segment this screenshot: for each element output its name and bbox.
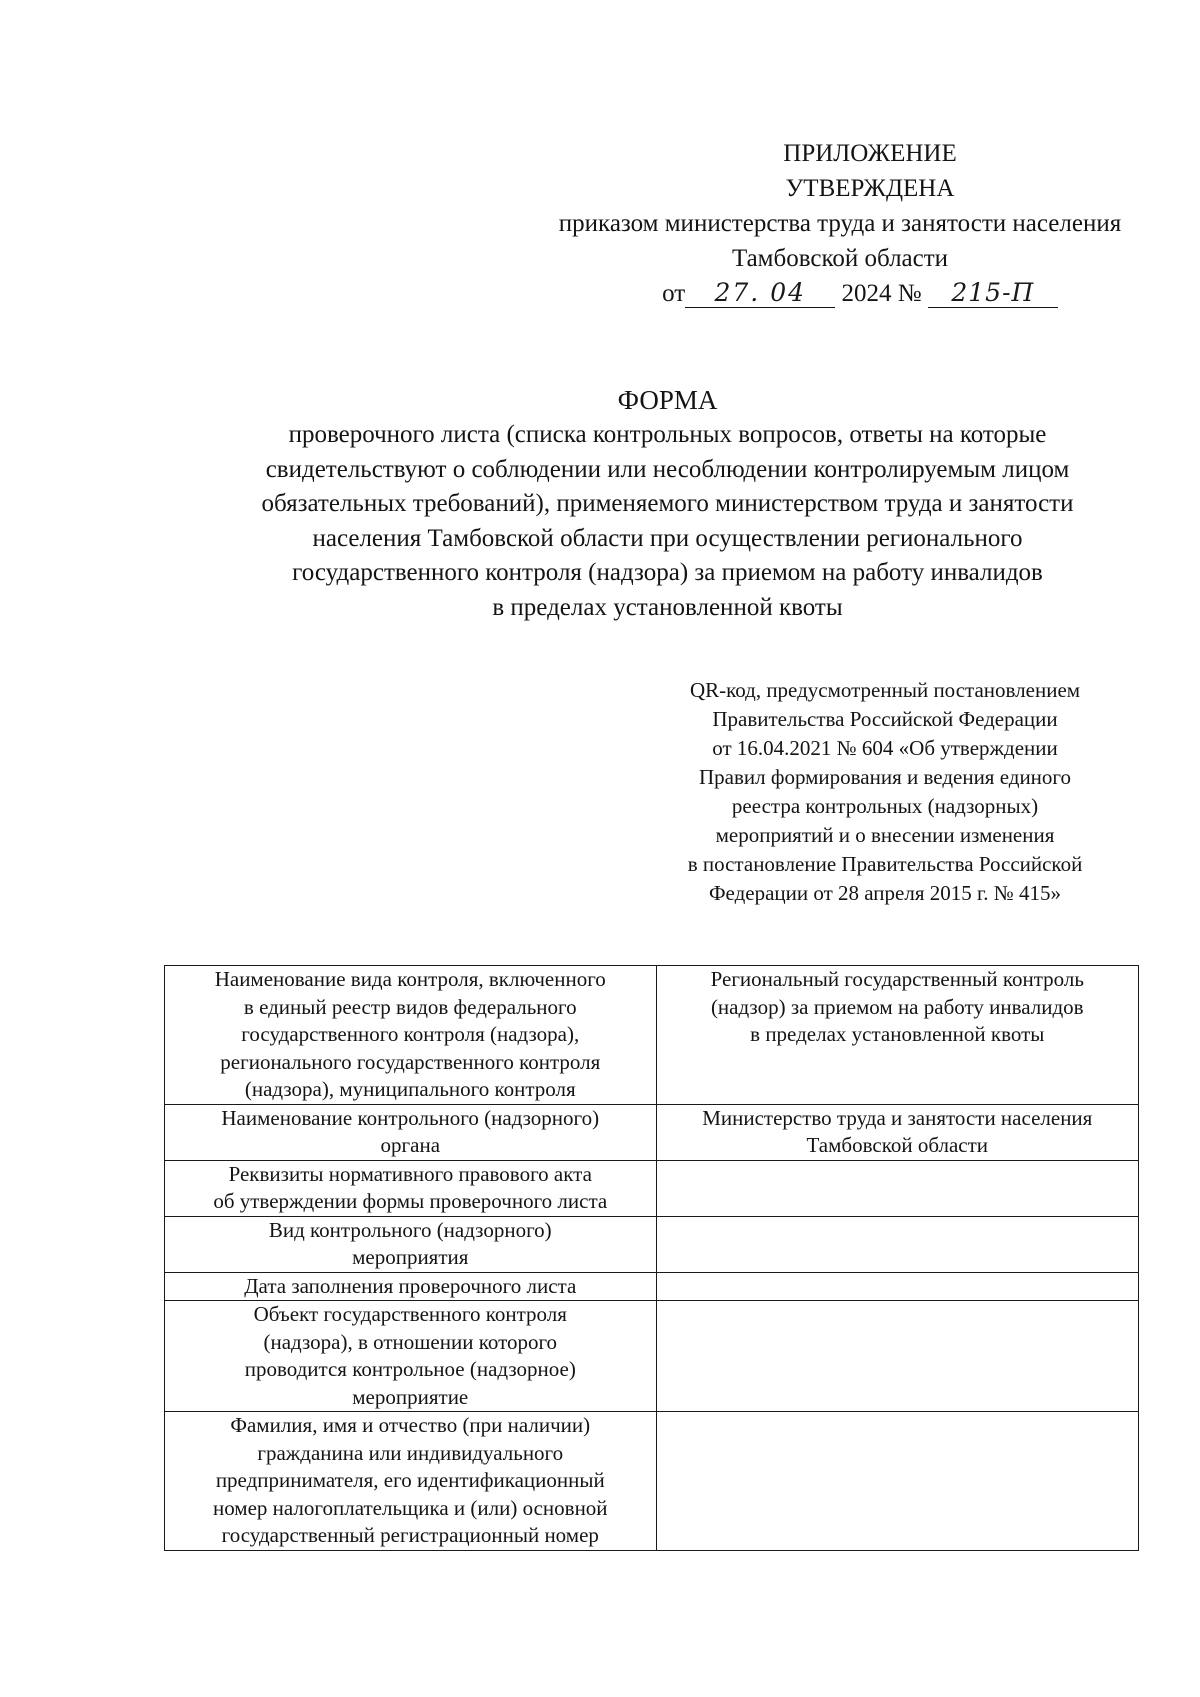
cell-line: в единый реестр видов федерального — [243, 994, 577, 1019]
cell-line: Министерство труда и занятости населения — [702, 1105, 1093, 1130]
checklist-info-table — [164, 965, 1139, 1551]
row-value-cell — [656, 1104, 1138, 1160]
cell-line: мероприятие — [352, 1384, 469, 1409]
qr-note-line: в постановление Правительства Российской — [687, 852, 1083, 876]
cell-line: (надзора), в отношении которого — [263, 1329, 558, 1354]
date-prefix: от — [662, 280, 686, 307]
cell-line: об утверждении формы проверочного листа — [213, 1189, 608, 1213]
cell-line: номер налогоплательщика и (или) основной — [212, 1495, 608, 1520]
table-row — [165, 1412, 1139, 1551]
table-row — [165, 1301, 1139, 1412]
row-label-cell — [165, 1160, 657, 1216]
cell-line: государственного контроля (надзора), — [241, 1022, 580, 1046]
approved-label: УТВЕРЖДЕНА — [785, 175, 955, 202]
row-label-cell — [165, 966, 657, 1105]
cell-line: в пределах установленной квоты — [750, 1022, 1045, 1046]
order-line-1: приказом министерства труда и занятости населения — [558, 210, 1122, 237]
cell-line: проводится контрольное (надзорное) — [244, 1357, 576, 1381]
row-value-cell — [656, 966, 1138, 1105]
qr-note-line: от 16.04.2021 № 604 «Об утверждении — [712, 736, 1058, 760]
row-label-cell — [165, 1412, 657, 1551]
cell-line: Реквизиты нормативного правового акта — [228, 1161, 592, 1186]
qr-note-line: Федерации от 28 апреля 2015 г. № 415» — [708, 881, 1062, 905]
table-row — [165, 1160, 1139, 1216]
row-value-cell-empty — [656, 1301, 1138, 1412]
cell-line: Тамбовской области — [806, 1133, 989, 1157]
cell-line: Дата заполнения проверочного листа — [244, 1273, 577, 1298]
qr-note-line: мероприятий и о внесении изменения — [715, 823, 1055, 847]
cell-line: мероприятия — [352, 1245, 469, 1269]
cell-line: предпринимателя, его идентификационный — [215, 1468, 605, 1492]
order-year: 2024 — [841, 280, 892, 307]
order-date-line — [500, 276, 1180, 311]
row-value-cell-empty — [656, 1412, 1138, 1551]
form-description — [130, 418, 1200, 625]
row-label-cell — [165, 1272, 657, 1301]
cell-line: органа — [380, 1133, 441, 1157]
cell-line: Объект государственного контроля — [253, 1302, 567, 1326]
table-row — [165, 1216, 1139, 1272]
number-sign: № — [897, 280, 922, 307]
row-label-cell — [165, 1301, 657, 1412]
description-line: населения Тамбовской области при осуществлении регионального — [312, 524, 1023, 552]
description-line: государственного контроля (надзора) за приемом на работу инвалидов — [292, 559, 1043, 586]
qr-note-line: QR-код, предусмотренный постановлением — [689, 678, 1081, 702]
description-line: свидетельствуют о соблюдении или несоблюдении контролируемым лицом — [265, 455, 1070, 483]
table-row — [165, 1272, 1139, 1301]
table-row — [165, 966, 1139, 1105]
description-line: обязательных требований), применяемого министерством труда и занятости — [261, 490, 1074, 517]
order-line-2: Тамбовской области — [731, 245, 949, 272]
row-label-cell — [165, 1104, 657, 1160]
row-value-cell-empty — [656, 1216, 1138, 1272]
cell-line: (надзора), муниципального контроля — [244, 1077, 576, 1101]
cell-line: (надзор) за приемом на работу инвалидов — [710, 994, 1084, 1019]
qr-code-note — [655, 676, 1115, 908]
approval-block — [500, 136, 1180, 311]
appendix-label: ПРИЛОЖЕНИЕ — [783, 140, 957, 167]
qr-note-line: реестра контрольных (надзорных) — [731, 794, 1039, 818]
cell-line: регионального государственного контроля — [220, 1049, 601, 1074]
handwritten-date: 27. 04 — [685, 279, 835, 308]
cell-line: государственный регистрационный номер — [221, 1523, 599, 1547]
qr-note-line: Правил формирования и ведения единого — [698, 765, 1072, 789]
cell-line: Фамилия, имя и отчество (при наличии) — [230, 1413, 591, 1437]
row-value-cell-empty — [656, 1272, 1138, 1301]
description-line: в пределах установленной квоты — [492, 593, 843, 621]
cell-line: Наименование контрольного (надзорного) — [221, 1105, 600, 1130]
description-line: проверочного листа (списка контрольных вопросов, ответы на которые — [288, 421, 1047, 448]
cell-line: Вид контрольного (надзорного) — [268, 1217, 552, 1242]
cell-line: гражданина или индивидуального — [257, 1440, 564, 1465]
form-title: ФОРМА — [617, 385, 718, 415]
cell-line: Региональный государственный контроль — [710, 967, 1084, 991]
qr-note-line: Правительства Российской Федерации — [712, 707, 1058, 731]
row-value-cell-empty — [656, 1160, 1138, 1216]
row-label-cell — [165, 1216, 657, 1272]
table-row — [165, 1104, 1139, 1160]
cell-line: Наименование вида контроля, включенного — [214, 967, 606, 991]
handwritten-order-number: 215-П — [928, 279, 1058, 308]
